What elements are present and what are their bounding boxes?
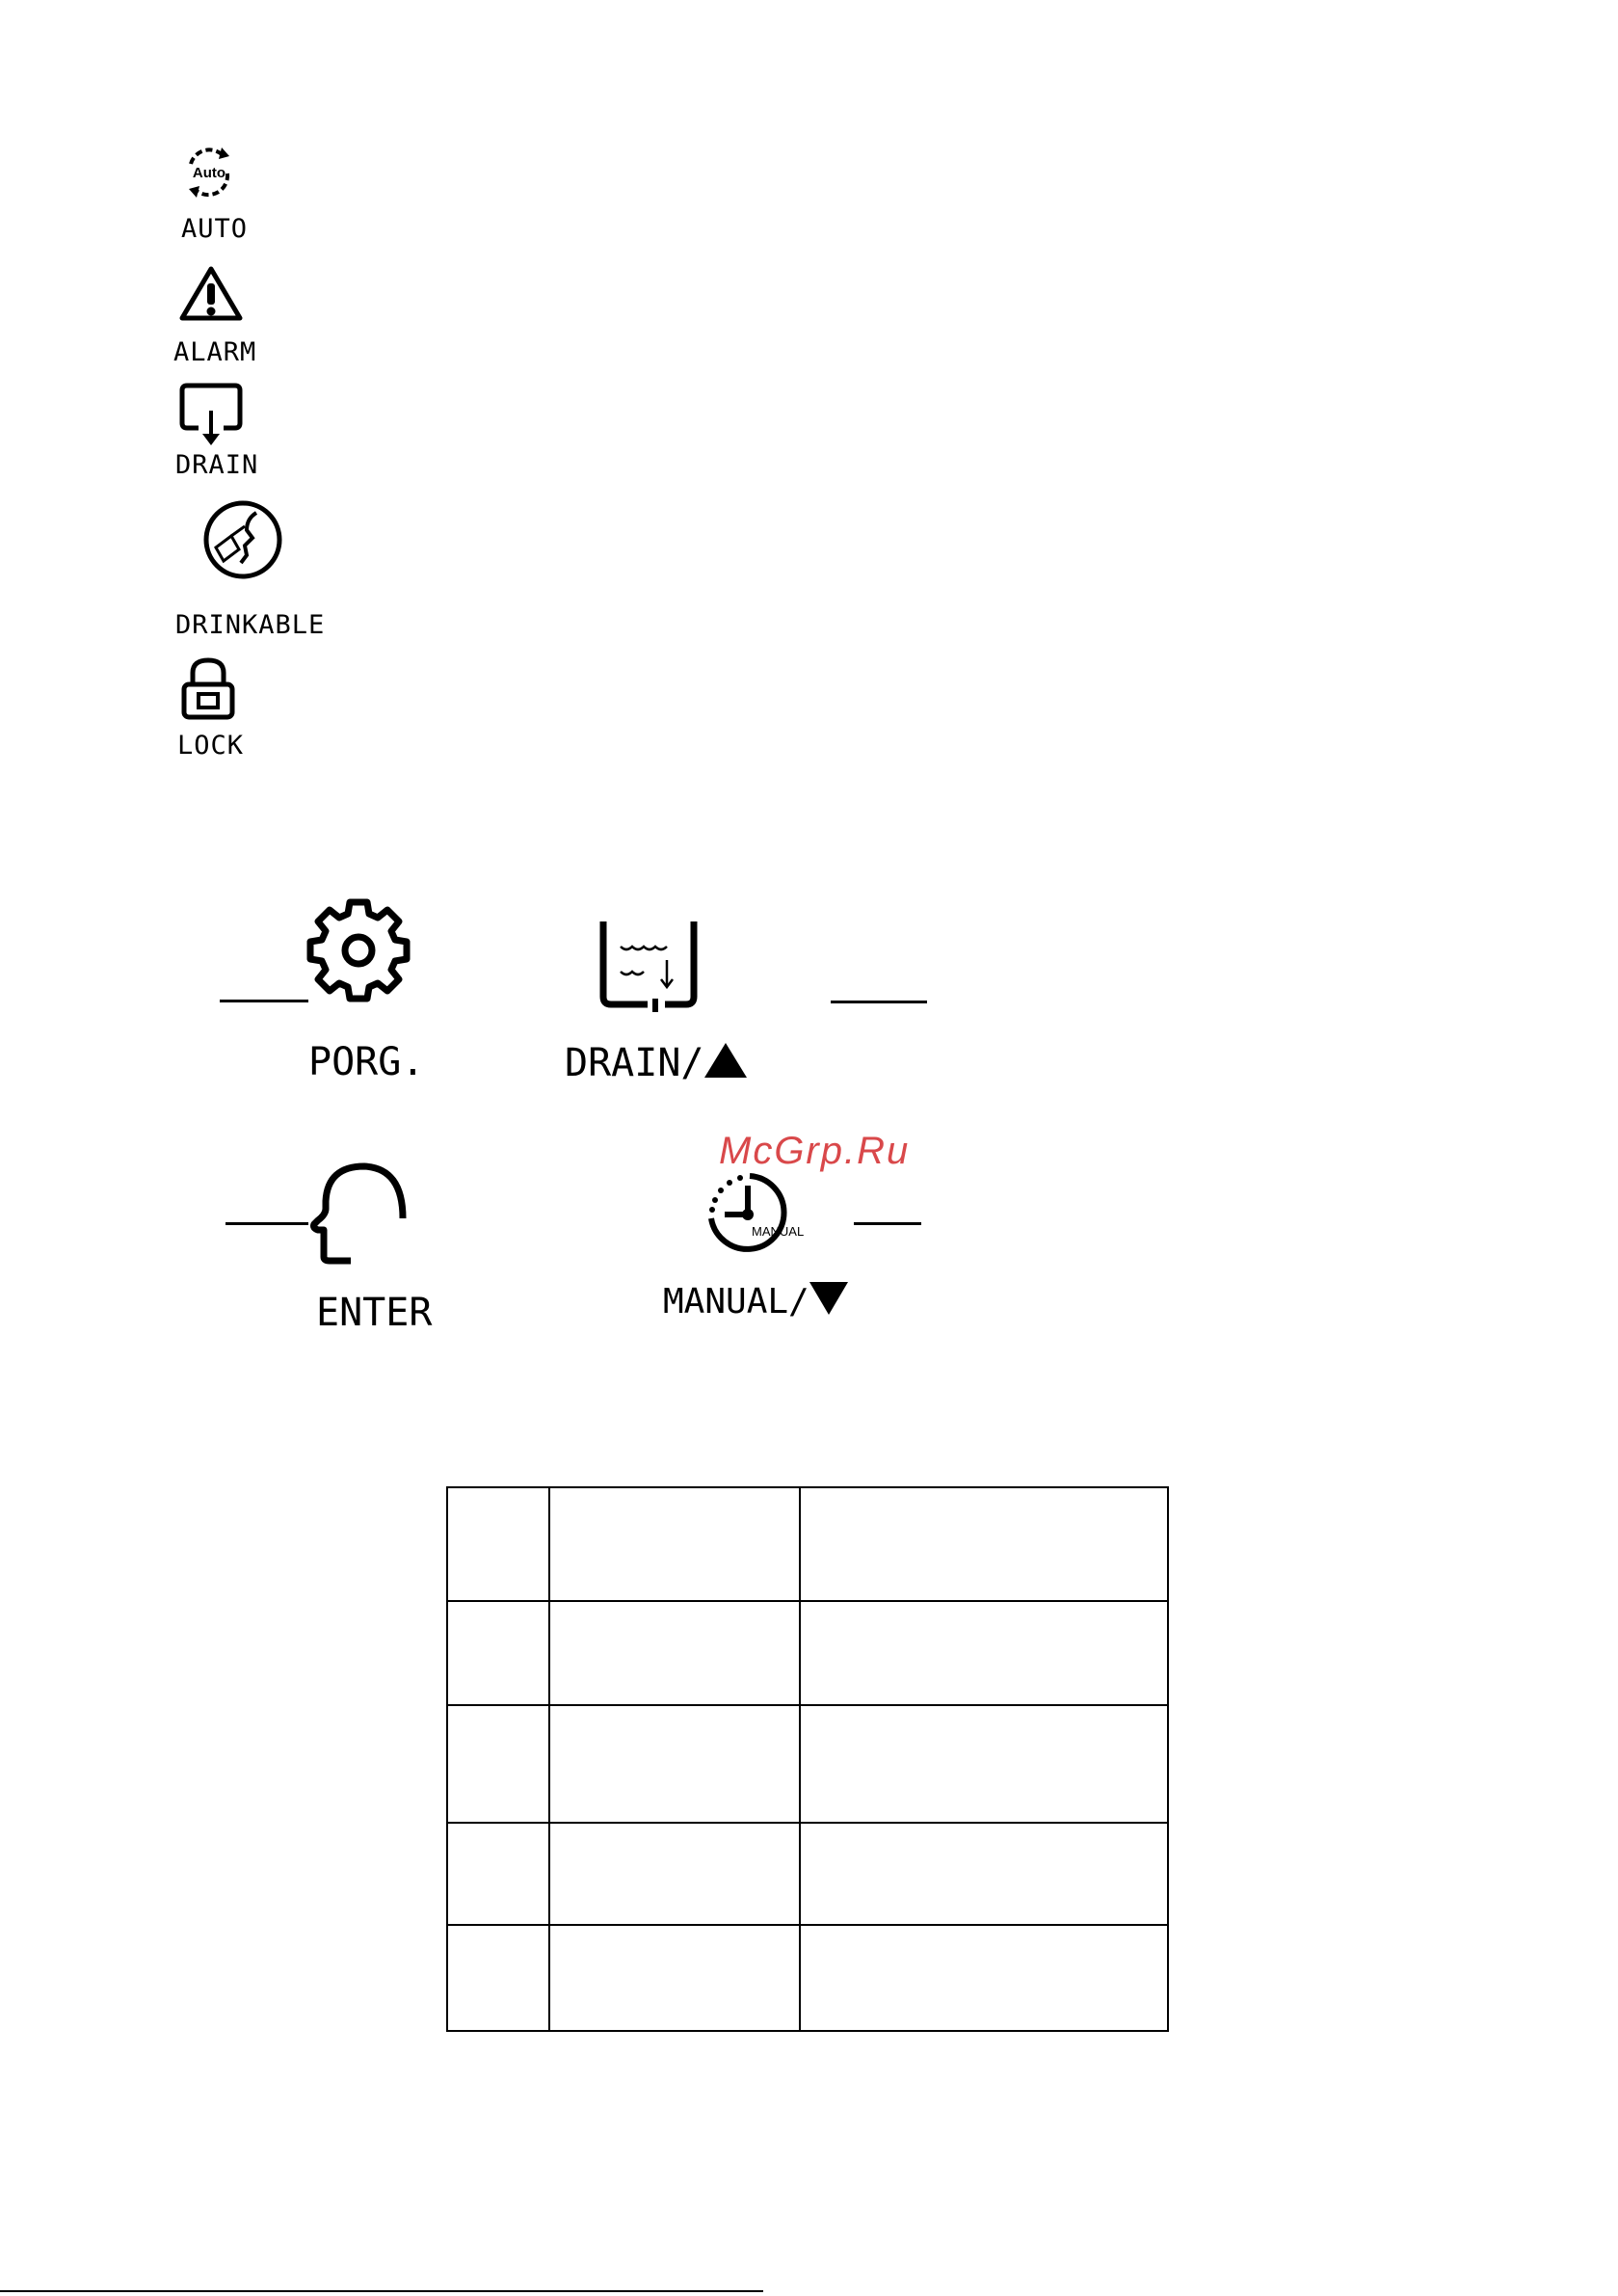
table-cell: [447, 1823, 549, 1925]
drain-up-label[interactable]: [565, 1041, 747, 1085]
table-row: [447, 1601, 1168, 1705]
lock-icon: [179, 655, 237, 721]
prog-label[interactable]: PORG.: [308, 1040, 425, 1084]
table-cell: [447, 1925, 549, 2031]
table-cell: [800, 1823, 1168, 1925]
footer-rule: [0, 2290, 763, 2292]
auto-cycle-icon: [179, 145, 239, 200]
drain-up-text: DRAIN/: [565, 1041, 704, 1085]
up-triangle-icon: [704, 1043, 747, 1082]
table-cell: [549, 1601, 800, 1705]
gear-icon[interactable]: [305, 896, 412, 1004]
manual-leader-line: [854, 1222, 921, 1225]
manual-down-label[interactable]: [663, 1282, 848, 1320]
manual-down-text: MANUAL/: [663, 1282, 809, 1322]
drinkable-label: DRINKABLE: [175, 610, 326, 640]
enter-leader-line: [225, 1222, 308, 1225]
drain-icon: [179, 382, 247, 449]
auto-label: AUTO: [181, 214, 249, 244]
table-cell: [447, 1487, 549, 1601]
table-cell: [447, 1601, 549, 1705]
table-cell: [549, 1487, 800, 1601]
drain-tank-icon[interactable]: [597, 918, 703, 1014]
blank-table: [446, 1486, 1169, 2032]
clock-icon[interactable]: [703, 1168, 819, 1257]
drain-leader-line: [831, 1001, 927, 1003]
prog-leader-line: [220, 1000, 308, 1002]
table-cell: [800, 1705, 1168, 1823]
drinkable-icon: [202, 499, 283, 580]
table-cell: [549, 1705, 800, 1823]
table-row: [447, 1487, 1168, 1601]
table-cell: [800, 1925, 1168, 2031]
table-cell: [800, 1487, 1168, 1601]
drain-label: DRAIN: [175, 450, 259, 480]
table-row: [447, 1823, 1168, 1925]
table-cell: [549, 1925, 800, 2031]
table-cell: [447, 1705, 549, 1823]
watermark: McGrp.Ru: [719, 1130, 911, 1172]
down-triangle-icon: [809, 1282, 848, 1320]
alarm-warning-icon: [177, 264, 245, 324]
alarm-label: ALARM: [173, 337, 257, 367]
head-profile-icon[interactable]: [305, 1161, 411, 1267]
enter-label[interactable]: ENTER: [316, 1291, 433, 1335]
auto-badge: Auto: [192, 165, 226, 181]
table-cell: [800, 1601, 1168, 1705]
table-cell: [549, 1823, 800, 1925]
lock-label: LOCK: [177, 731, 245, 761]
table-row: [447, 1925, 1168, 2031]
manual-badge: MANUAL: [752, 1224, 805, 1239]
table-row: [447, 1705, 1168, 1823]
